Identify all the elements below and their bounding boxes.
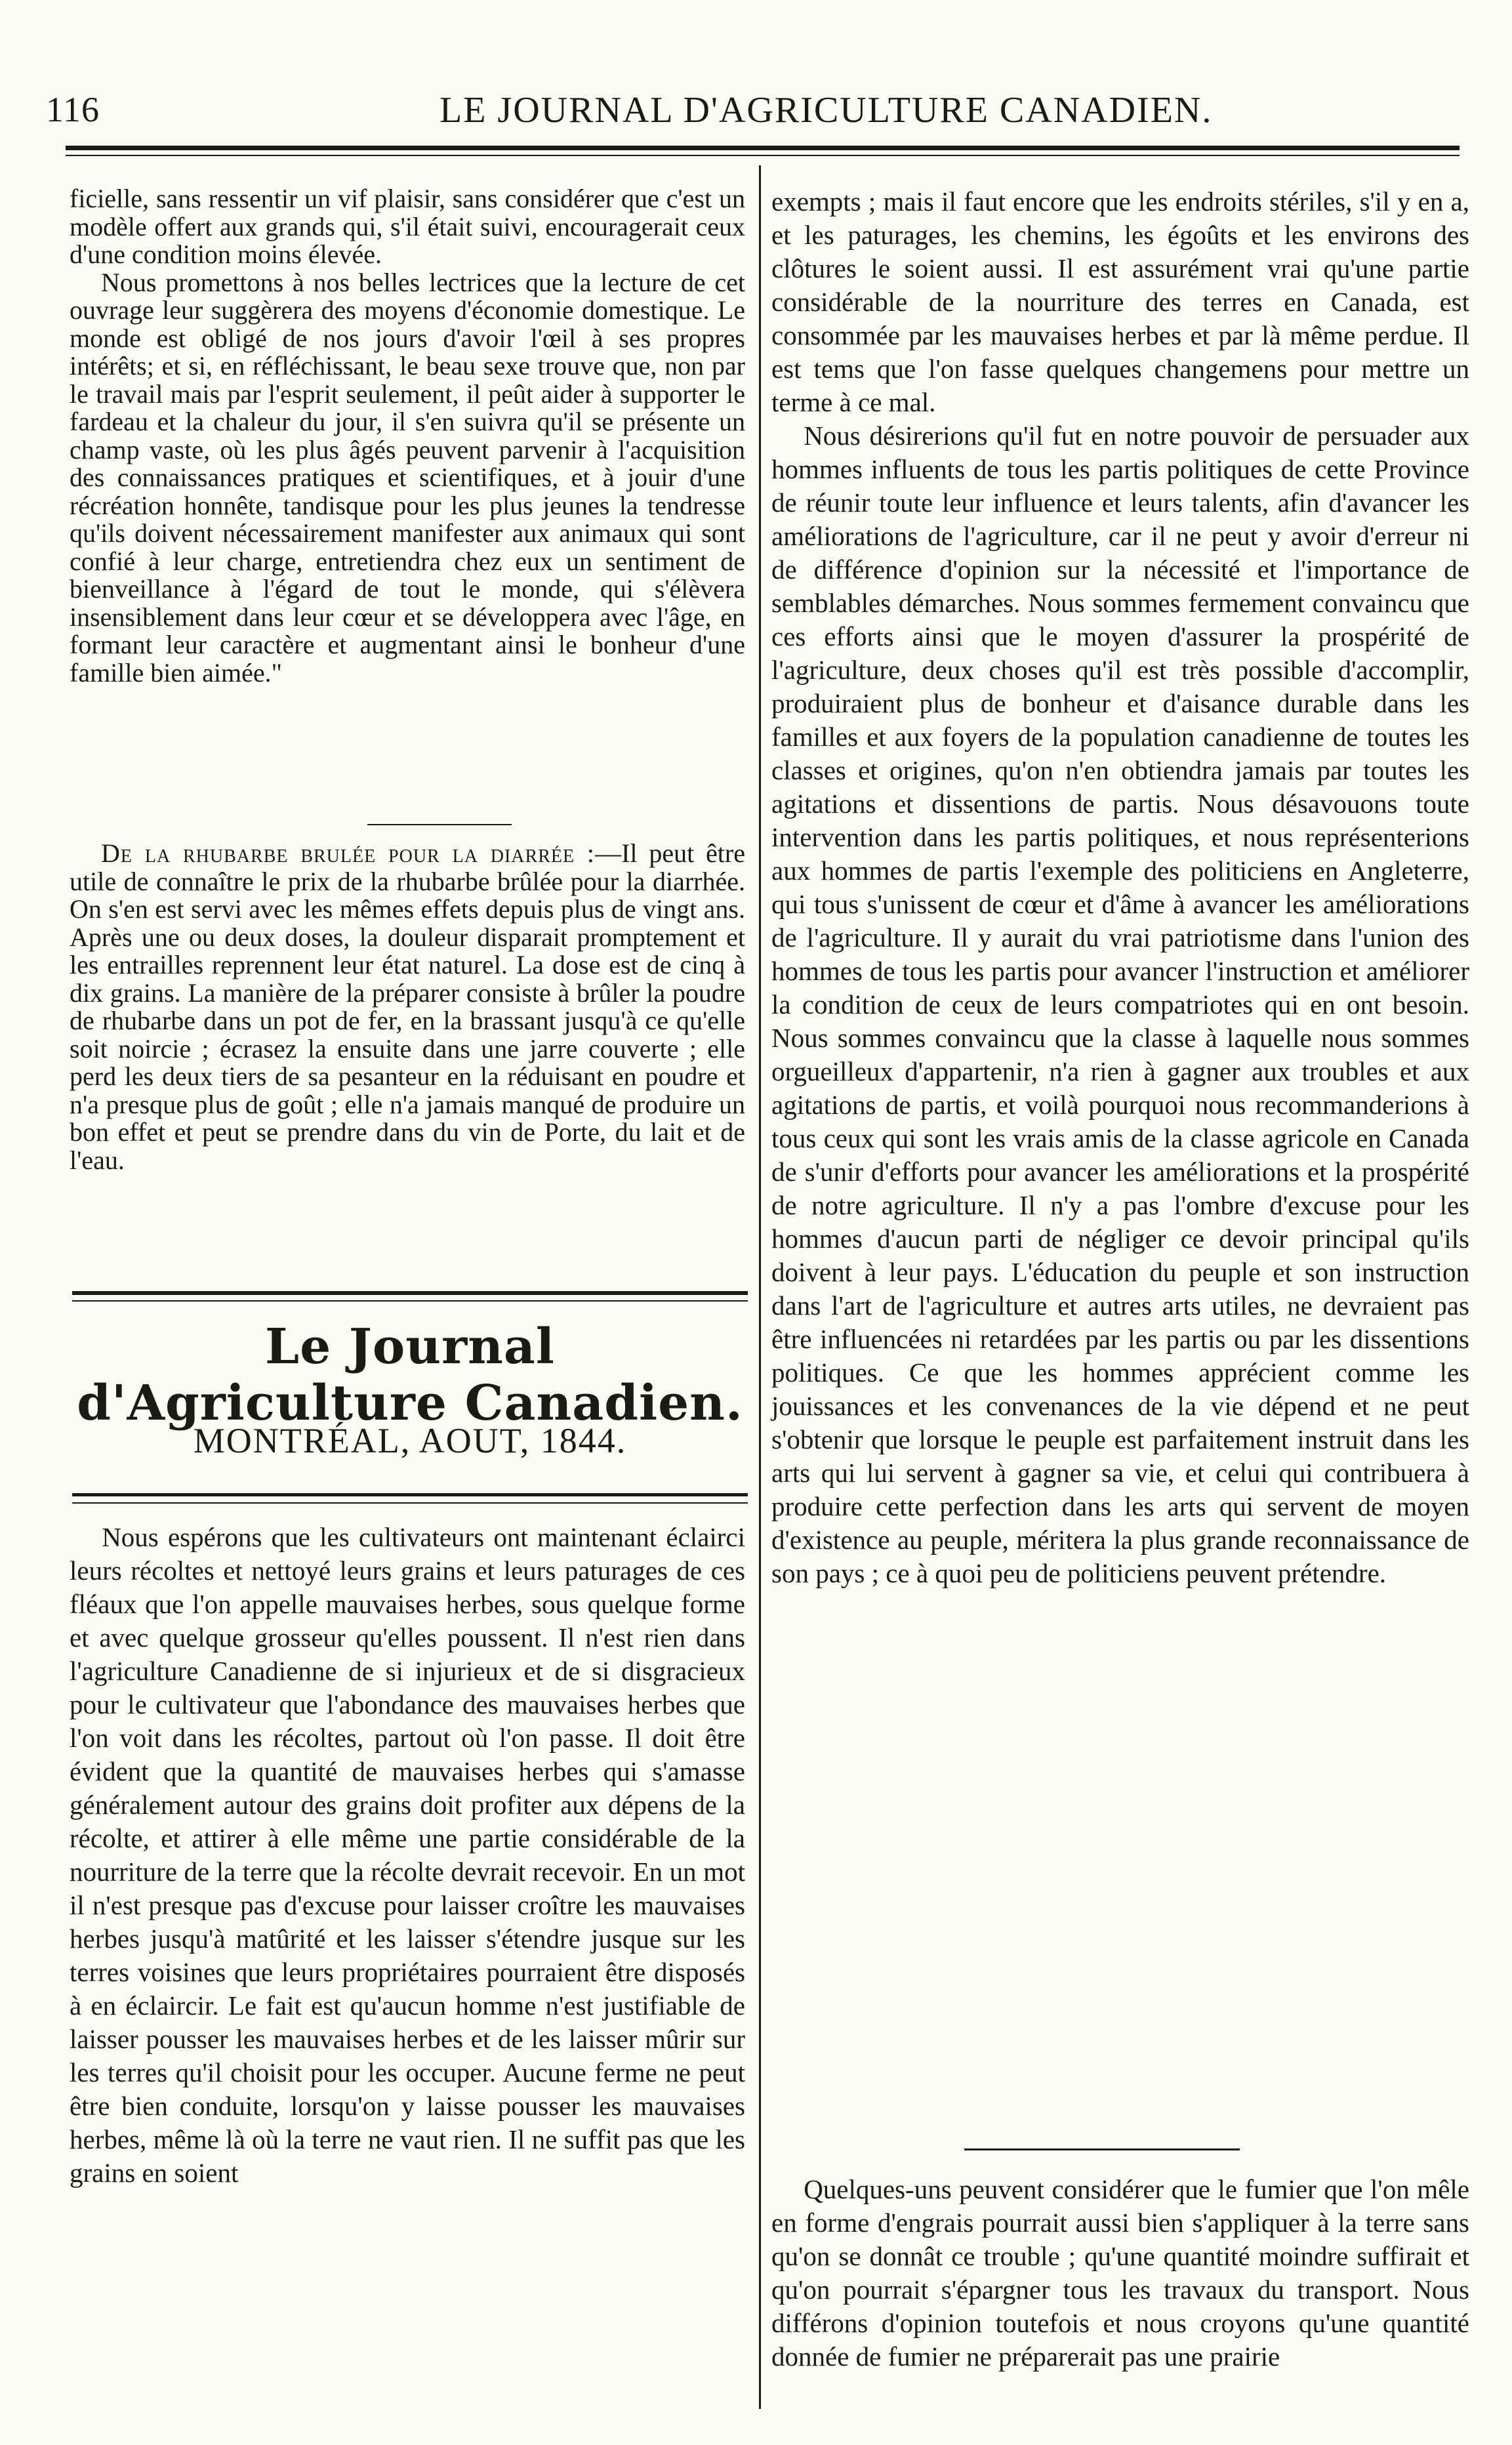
page-header xyxy=(46,84,1466,143)
article-separator xyxy=(964,2148,1240,2150)
masthead-rule-top xyxy=(72,1291,748,1295)
page-number: 116 xyxy=(46,90,100,129)
dateline-rule xyxy=(72,1493,748,1496)
rhubarb-heading: De la rhubarbe brulée pour la diarrée : xyxy=(101,838,596,868)
header-rule-thin xyxy=(66,155,1460,156)
left-column-top-article xyxy=(70,185,745,687)
rhubarb-text: —Il peut être utile de connaître le prix de la rhubarbe brûlée pour la diarrhée. On s'en est servi avec les mêmes effets depuis plus de vingt ans. Après une ou deux doses, la douleur disparait promptement et les entrailles reprennent leur état naturel. La dose est de cinq à dix grains. La manière de la préparer consiste à brûler la poudre de rhubarbe dans un pot de fer, en la brassant jusqu'à ce qu'elle soit noircie ; écrasez la ensuite dans une jarre couverte ; elle perd les deux tiers de sa pesanteur en la réduisant en poudre et n'a presque plus de goût ; elle n'a jamais manqué de produire un bon effet et peut se prendre dans du vin de Porte, du lait et de l'eau. xyxy=(70,838,745,1175)
running-title: LE JOURNAL D'AGRICULTURE CANADIEN. xyxy=(439,90,1213,131)
column-divider xyxy=(759,165,761,2409)
paragraph: Nous promettons à nos belles lectrices que la lecture de cet ouvrage leur suggèrera des moyens d'économie domestique. Le monde est obligé de nos jours d'avoir l'œil à ses propres intérêts; et si, en réfléchissant, le beau sexe trouve que, non par le travail mais par l'esprit seulement, il peût aider à supporter le fardeau et la chaleur du jour, il s'en suivra qu'il se présente un champ vaste, où les plus âgés peuvent parvenir à l'acquisition des connaissances pratiques et scientifiques, et à jouir d'une récréation honnête, tandisque pour les plus jeunes la tendresse qu'ils doivent nécessairement manifester aux animaux qui sont confié à leur charge, entretiendra chez eux un sentiment de bienveillance à l'égard de tout le monde, qui s'élèvera insensiblement dans leur cœur et se développera avec l'âge, en formant leur caractère et augmentant ainsi le bonheur d'une famille bien aimée." xyxy=(70,267,745,688)
paragraph: ficielle, sans ressentir un vif plaisir, sans considérer que c'est un modèle offert aux grands qui, s'il était suivi, encouragerait ceux d'une condition moins élevée. xyxy=(70,184,745,269)
paragraph: Nous désirerions qu'il fut en notre pouvoir de persuader aux hommes influents de tous les partis politiques de cette Province de réunir toute leur influence et leurs talents, afin d'avancer les améliorations de l'agriculture, car il ne peut y avoir d'erreur ni de différence d'opinion sur la nécessité et l'importance de semblables démarches. Nous sommes fermement convaincu que ces efforts ainsi que le moyen d'assurer la prospérité de l'agriculture, deux choses qu'il est très possible d'accomplir, produiraient plus de bonheur et d'aisance durable dans les familles et aux foyers de la population canadienne de toutes les classes et origines, qu'on n'en obtiendra jamais par toutes les agitations et dissentions de partis. Nous désavouons toute intervention dans les partis politiques, et nous représenterions aux hommes de partis l'exemple des politiciens en Angleterre, qui tous s'unissent de cœur et d'âme à avancer les améliorations de l'agriculture. Il y aurait du vrai patriotisme dans l'union des hommes de tous les partis pour avancer l'instruction et améliorer la condition de ceux de leurs compatriotes qui en ont besoin. Nous sommes convaincu que la classe à laquelle nous sommes orgueilleux d'appartenir, n'a rien à gagner aux troubles et aux agitations de partis, et voilà pourquoi nous recommanderions à tous ceux qui sont les vrais amis de la classe agricole en Canada de s'unir d'efforts pour avancer les améliorations et la prospérité de notre agriculture. Il n'y a pas l'ombre d'excuse pour les hommes d'aucun parti de négliger ce devoir principal qu'ils doivent à leur pays. L'éducation du peuple et son instruction dans l'art de l'agriculture et autres arts utiles, ne devraient pas être influencées ni retardées par les partis ou par les dissentions politiques. Ce que les hommes apprécient comme les jouissances et les convenances de la vie dépend et ne peut s'obtenir que lorsque le peuple est parfaitement instruit dans les arts qui lui servent à gagner sa vie, et celui qui contribuera à produire cette perfection dans les arts qui servent de moyen d'existence au peuple, méritera la plus grande reconnaissance de son pays ; ce à quoi peu de politiciens peuvent prétendre. xyxy=(771,421,1469,1588)
article-separator xyxy=(367,824,512,825)
right-column-article xyxy=(771,185,1469,1590)
journal-masthead: Le Journal d'Agriculture Canadien. xyxy=(77,1319,743,1431)
masthead-rule-top-thin xyxy=(72,1300,748,1302)
dateline: MONTRÉAL, AOUT, 1844. xyxy=(193,1421,627,1460)
header-rule xyxy=(66,146,1460,150)
paragraph: exempts ; mais il faut encore que les endroits stériles, s'il y en a, et les paturages, les chemins, les égoûts et les environs des clôtures le soient aussi. Il est assurément vrai qu'une partie considérable de la nourriture des terres en Canada, est consommée par les mauvaises herbes et par là même perdue. Il est tems que l'on fasse quelques changemens pour mettre un terme à ce mal. xyxy=(771,186,1469,417)
rhubarb-article xyxy=(70,840,745,1174)
editorial-article xyxy=(70,1521,745,2190)
editorial-paragraph: Nous espérons que les cultivateurs ont maintenant éclairci leurs récoltes et nettoyé leurs grains et leurs paturages de ces fléaux que l'on appelle mauvaises herbes, sous quelque forme et avec quelque grosseur qu'elles poussent. Il n'est rien dans l'agriculture Canadienne de si injurieux et de si disgracieux pour le cultivateur que l'abondance des mauvaises herbes que l'on voit dans les récoltes, partout où l'on passe. Il doit être évident que la quantité de mauvaises herbes qui s'amasse généralement autour des grains doit profiter aux dépens de la récolte, et attirer à elle même une partie considérable de la nourriture de la terre que la récolte devrait recevoir. En un mot il n'est presque pas d'excuse pour laisser croître les mauvaises herbes jusqu'à matûrité et les laisser s'étendre jusque sur les terres voisines que leurs propriétaires pourraient être disposés à en éclaircir. Le fait est qu'aucun homme n'est justifiable de laisser pousser les mauvaises herbes et de les laisser mûrir sur les terres qu'il choisit pour les occuper. Aucune ferme ne peut être bien conduite, lorsqu'on y laisse pousser les mauvaises herbes, même là où la terre ne vaut rien. Il ne suffit pas que les grains en soient xyxy=(70,1522,745,2188)
dateline-rule-thin xyxy=(72,1502,748,1504)
rhubarb-paragraph xyxy=(70,840,745,1174)
paragraph: Quelques-uns peuvent considérer que le fumier que l'on mêle en forme d'engrais pourrait aussi bien s'appliquer à la terre sans qu'on se donnât ce trouble ; qu'une quantité moindre suffirait et qu'on pourrait s'épargner tous les travaux du transport. Nous différons d'opinion toutefois et nous croyons qu'une quantité donnée de fumier ne préparerait pas une prairie xyxy=(771,2174,1469,2372)
manure-article xyxy=(771,2173,1469,2373)
